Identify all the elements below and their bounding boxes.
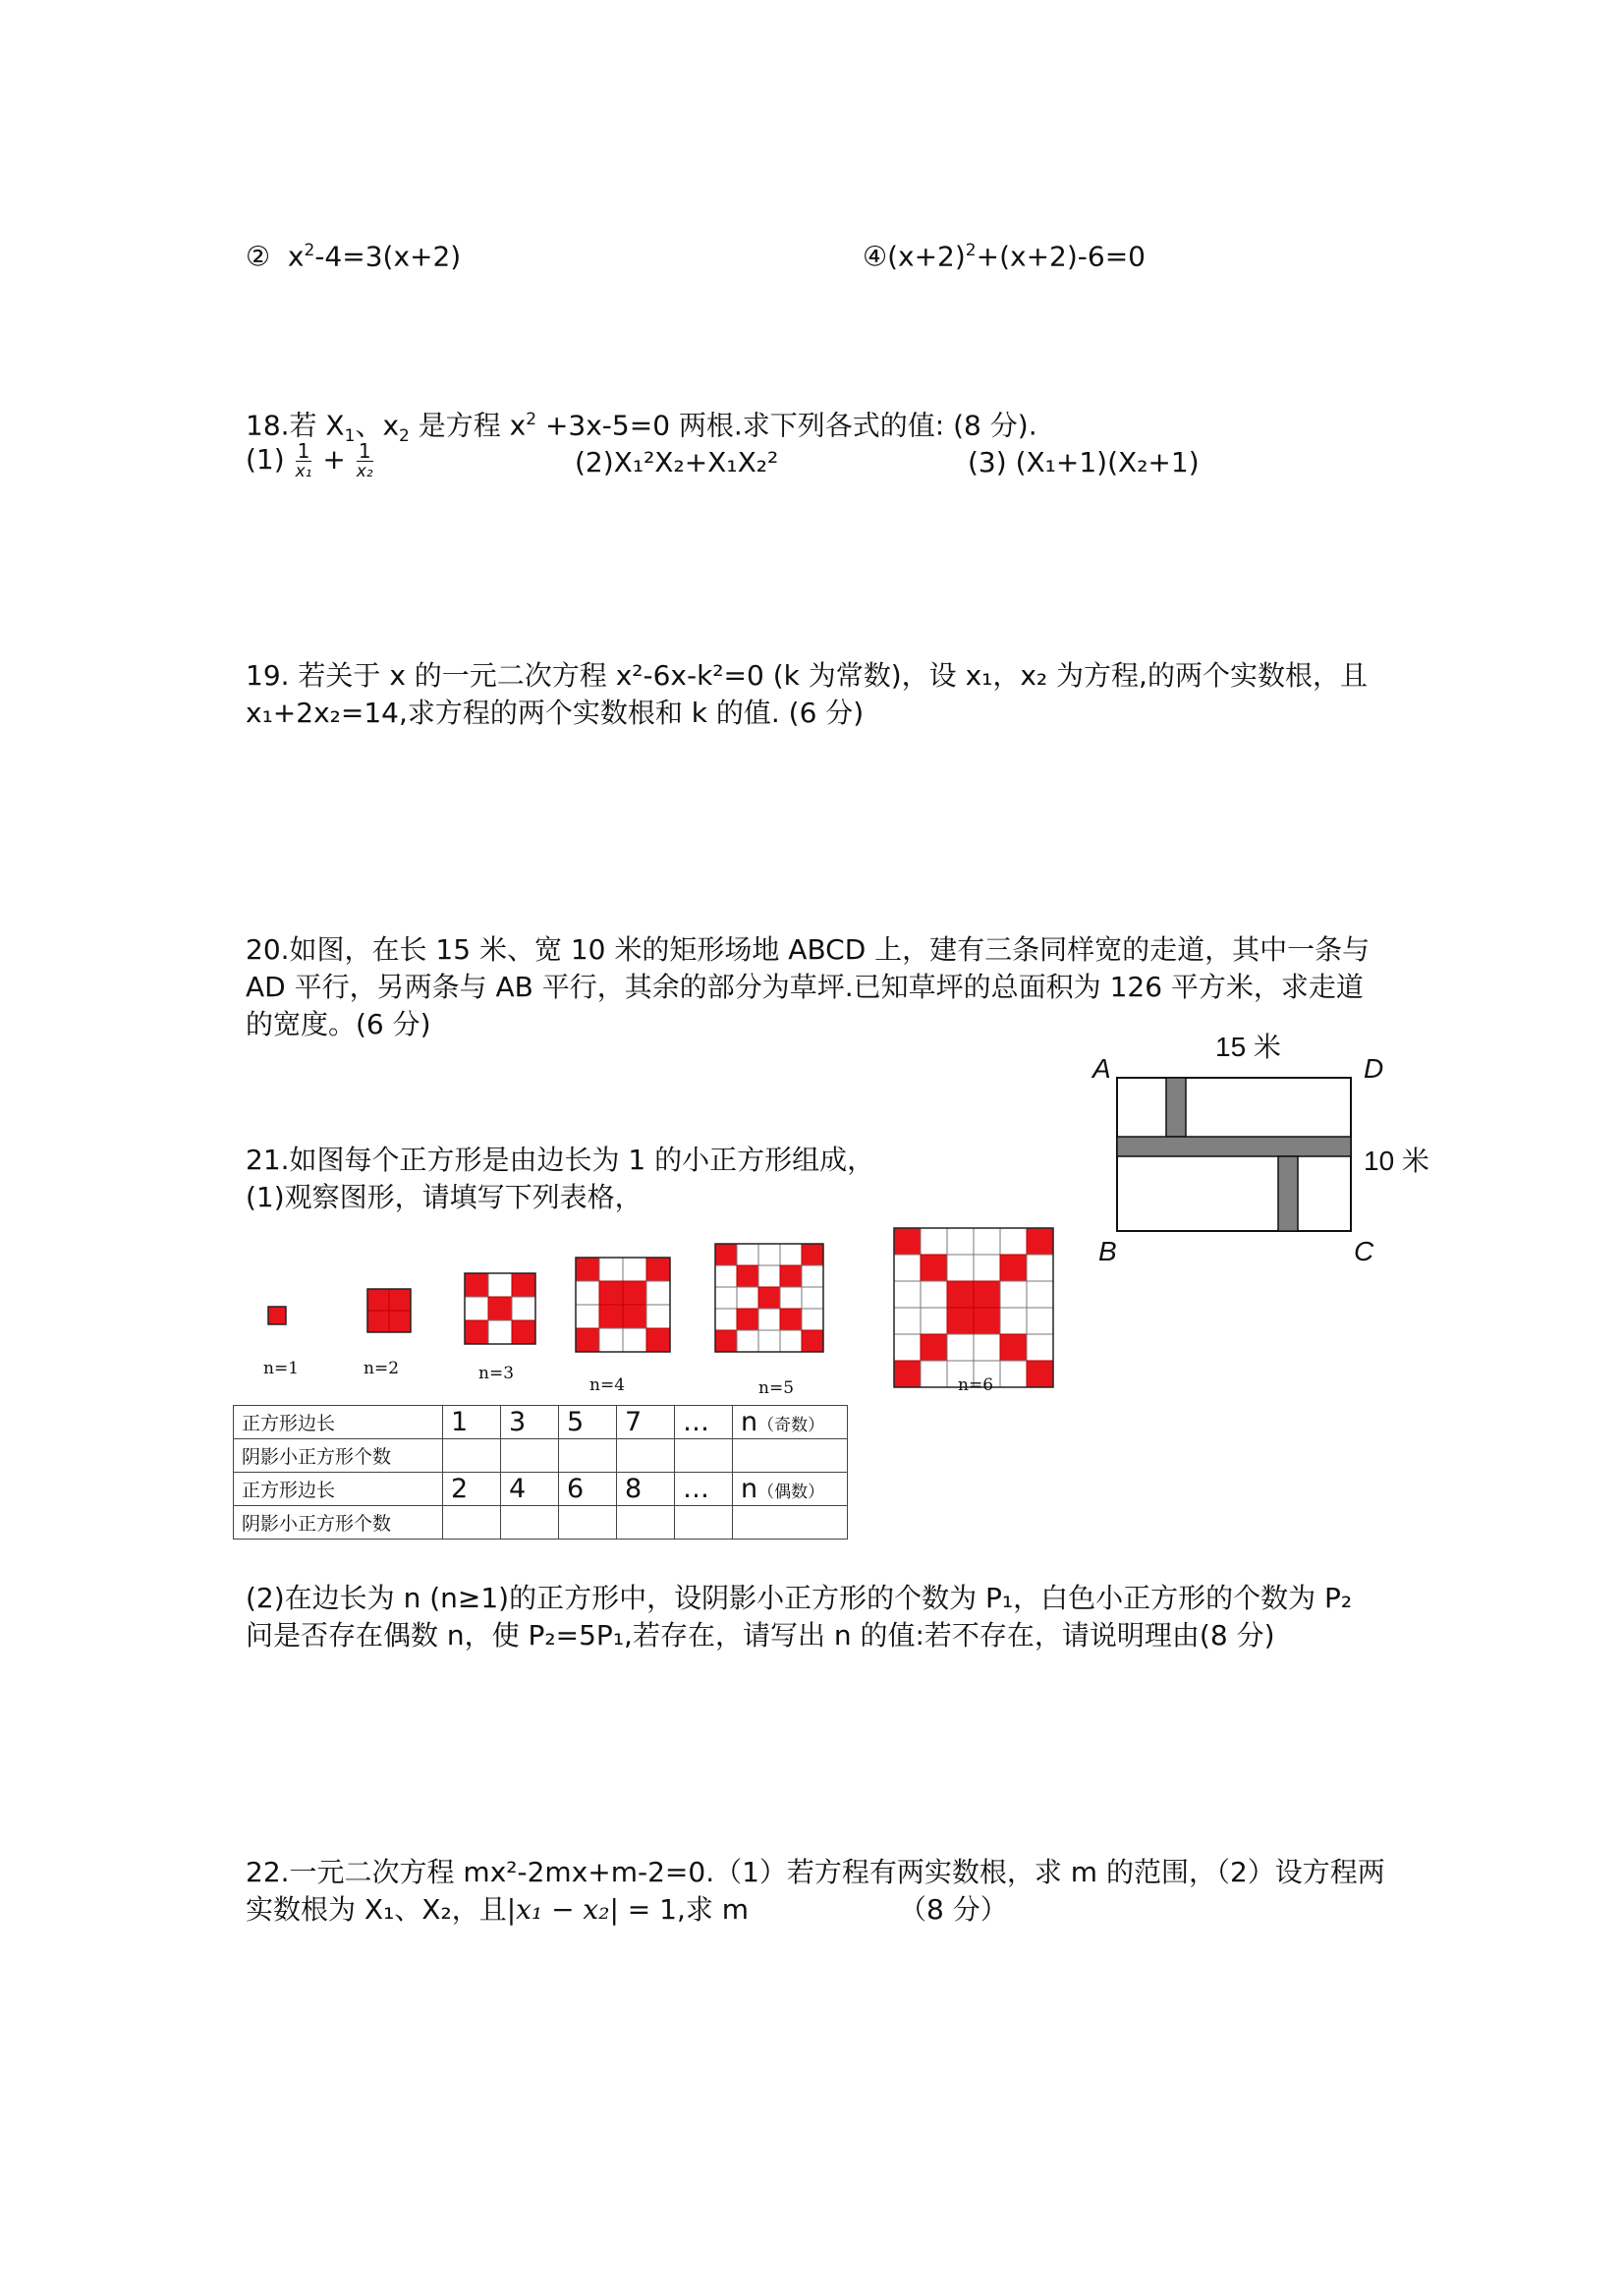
n-label-3: n=3	[478, 1364, 515, 1383]
white-cell	[974, 1334, 1000, 1361]
shaded-cell	[715, 1244, 737, 1265]
white-cell	[758, 1244, 780, 1265]
answer-cell[interactable]	[501, 1506, 559, 1540]
white-cell	[974, 1228, 1000, 1255]
q20-line-3: 的宽度。(6 分)	[246, 1008, 431, 1040]
shaded-cell	[646, 1258, 670, 1281]
white-cell	[1027, 1255, 1053, 1281]
shaded-cell	[576, 1328, 599, 1352]
white-cell	[947, 1334, 974, 1361]
q17-item-3: ② $x^2-4=3(x+2)$	[246, 240, 462, 273]
answer-cell[interactable]	[617, 1506, 675, 1540]
pattern-n-3	[465, 1273, 535, 1344]
white-cell	[737, 1244, 758, 1265]
white-cell	[921, 1308, 947, 1334]
shaded-cell	[623, 1281, 646, 1305]
white-cell	[780, 1244, 802, 1265]
shaded-cell	[947, 1281, 974, 1308]
shaded-cell	[894, 1361, 921, 1387]
cell: …	[675, 1473, 733, 1506]
white-cell	[802, 1265, 823, 1287]
q21-line-2: (1)观察图形，请填写下列表格，	[246, 1181, 643, 1213]
white-cell	[623, 1328, 646, 1352]
cell: 1	[443, 1406, 501, 1439]
white-cell	[715, 1309, 737, 1330]
q18-part-2: (2)X₁²X₂+X₁X₂²	[575, 446, 779, 478]
cell: 3	[501, 1406, 559, 1439]
white-cell	[1027, 1334, 1053, 1361]
row-head-shaded-even: 阴影小正方形个数	[234, 1506, 443, 1540]
shaded-cell	[646, 1328, 670, 1352]
white-cell	[780, 1287, 802, 1309]
white-cell	[737, 1287, 758, 1309]
path-horizontal	[1117, 1137, 1351, 1156]
white-cell	[802, 1287, 823, 1309]
q21-table	[233, 1405, 848, 1540]
fig20-vertex-a: A	[1092, 1053, 1111, 1084]
fig20-length-label: 15 米	[1215, 1032, 1281, 1062]
white-cell	[1000, 1308, 1027, 1334]
cell: 7	[617, 1406, 675, 1439]
shaded-cell	[715, 1330, 737, 1352]
white-cell	[737, 1330, 758, 1352]
path-vertical-top	[1166, 1078, 1186, 1137]
shaded-cell	[389, 1311, 411, 1332]
cell: …	[675, 1406, 733, 1439]
pattern-n-2	[367, 1289, 411, 1332]
shaded-cell	[576, 1258, 599, 1281]
fig20-vertex-c: C	[1354, 1236, 1374, 1266]
shaded-cell	[367, 1311, 389, 1332]
shaded-cell	[367, 1289, 389, 1311]
white-cell	[599, 1328, 623, 1352]
white-cell	[921, 1281, 947, 1308]
answer-cell[interactable]	[675, 1506, 733, 1540]
answer-cell[interactable]	[733, 1506, 848, 1540]
white-cell	[465, 1297, 488, 1320]
n-label-1: n=1	[263, 1359, 300, 1378]
shaded-cell	[1027, 1228, 1053, 1255]
shaded-cell	[737, 1309, 758, 1330]
q22-score: （8 分）	[899, 1893, 1008, 1926]
white-cell	[1027, 1281, 1053, 1308]
cell: 8	[617, 1473, 675, 1506]
q18-part-1: (1) $\frac{1}{\text{x₁}}$ + $\frac{1}{\text{x₂}}$	[246, 438, 373, 481]
path-vertical-bottom	[1278, 1156, 1298, 1231]
answer-cell[interactable]	[443, 1439, 501, 1473]
white-cell	[802, 1309, 823, 1330]
pattern-n-5	[715, 1244, 823, 1352]
pattern-n-4	[576, 1258, 670, 1352]
fig20-vertex-b: B	[1098, 1236, 1117, 1266]
shaded-cell	[758, 1287, 780, 1309]
white-cell	[1000, 1228, 1027, 1255]
white-cell	[1000, 1361, 1027, 1387]
white-cell	[576, 1281, 599, 1305]
white-cell	[894, 1308, 921, 1334]
shaded-cell	[974, 1281, 1000, 1308]
shaded-cell	[737, 1265, 758, 1287]
white-cell	[894, 1334, 921, 1361]
white-cell	[715, 1265, 737, 1287]
shaded-cell	[894, 1228, 921, 1255]
white-cell	[894, 1255, 921, 1281]
square-patterns	[0, 1208, 1081, 1405]
shaded-cell	[974, 1308, 1000, 1334]
white-cell	[1000, 1281, 1027, 1308]
shaded-cell	[389, 1289, 411, 1311]
row-head-side-odd: 正方形边长	[234, 1406, 443, 1439]
answer-cell[interactable]	[559, 1506, 617, 1540]
white-cell	[623, 1258, 646, 1281]
n-label-2: n=2	[364, 1359, 400, 1378]
white-cell	[947, 1255, 974, 1281]
answer-cell[interactable]	[501, 1439, 559, 1473]
shaded-cell	[599, 1281, 623, 1305]
white-cell	[758, 1265, 780, 1287]
white-cell	[646, 1305, 670, 1328]
q21-part2-line-1: (2)在边长为 n (n≥1)的正方形中，设阴影小正方形的个数为 P₁，白色小正方形的个数为 P₂	[246, 1582, 1353, 1614]
white-cell	[646, 1281, 670, 1305]
answer-cell[interactable]	[559, 1439, 617, 1473]
shaded-cell	[512, 1320, 535, 1344]
cell: 4	[501, 1473, 559, 1506]
n-label-6: n=6	[958, 1375, 994, 1395]
answer-cell[interactable]	[443, 1506, 501, 1540]
white-cell	[512, 1297, 535, 1320]
n-label-4: n=4	[589, 1375, 626, 1395]
q21-line-1: 21.如图每个正方形是由边长为 1 的小正方形组成，	[246, 1144, 875, 1176]
answer-cell[interactable]	[733, 1439, 848, 1473]
table-row	[234, 1506, 848, 1540]
shaded-cell	[1000, 1334, 1027, 1361]
white-cell	[599, 1258, 623, 1281]
q19-line-1: 19. 若关于 x 的一元二次方程 x²-6x-k²=0 (k 为常数)，设 x₁，x₂ 为方程,的两个实数根，且	[246, 659, 1368, 692]
row-head-side-even: 正方形边长	[234, 1473, 443, 1506]
rectangle-field-diagram	[1115, 1076, 1361, 1243]
shaded-cell	[623, 1305, 646, 1328]
shaded-cell	[599, 1305, 623, 1328]
pattern-n-1	[268, 1307, 286, 1324]
q20-line-1: 20.如图，在长 15 米、宽 10 米的矩形场地 ABCD 上，建有三条同样宽的走道，其中一条与	[246, 933, 1371, 966]
q20-line-2: AD 平行，另两条与 AB 平行，其余的部分为草坪.已知草坪的总面积为 126 平方米，求走道	[246, 971, 1364, 1003]
shaded-cell	[1027, 1361, 1053, 1387]
white-cell	[758, 1330, 780, 1352]
q19-line-2: x₁+2x₂=14,求方程的两个实数根和 k 的值. (6 分)	[246, 697, 865, 729]
shaded-cell	[921, 1334, 947, 1361]
shaded-cell	[465, 1320, 488, 1344]
fraction-1: $\frac{1}{\text{x₁}}$	[295, 438, 312, 481]
shaded-cell	[488, 1297, 512, 1320]
n-label-5: n=5	[758, 1378, 795, 1398]
shaded-cell	[1000, 1255, 1027, 1281]
shaded-cell	[268, 1307, 286, 1324]
table-row	[234, 1473, 848, 1506]
white-cell	[947, 1228, 974, 1255]
cell: 2	[443, 1473, 501, 1506]
cell-n-odd: n（奇数）	[733, 1406, 848, 1439]
white-cell	[921, 1228, 947, 1255]
q22-line-2: 实数根为 X₁、X₂，且|x₁ − x₂| = 1,求 m	[246, 1893, 750, 1926]
shaded-cell	[802, 1330, 823, 1352]
answer-cell[interactable]	[675, 1439, 733, 1473]
q18-stem: 18.若 $X_1$、$x_2$ 是方程 $x^2 +3x-5=0$ 两根.求下列各式的值: (8 分).	[246, 409, 1037, 446]
shaded-cell	[780, 1265, 802, 1287]
answer-cell[interactable]	[617, 1439, 675, 1473]
table-row	[234, 1406, 848, 1439]
row-head-shaded-odd: 阴影小正方形个数	[234, 1439, 443, 1473]
fraction-2: $\frac{1}{\text{x₂}}$	[356, 438, 373, 481]
white-cell	[974, 1255, 1000, 1281]
white-cell	[488, 1273, 512, 1297]
white-cell	[1027, 1308, 1053, 1334]
table-row	[234, 1439, 848, 1473]
fig20-vertex-d: D	[1364, 1053, 1384, 1084]
shaded-cell	[802, 1244, 823, 1265]
white-cell	[488, 1320, 512, 1344]
cell-n-even: n（偶数）	[733, 1473, 848, 1506]
white-cell	[715, 1287, 737, 1309]
fig20-width-label: 10 米	[1364, 1146, 1429, 1176]
white-cell	[780, 1330, 802, 1352]
q22-line-1: 22.一元二次方程 mx²-2mx+m-2=0.（1）若方程有两实数根，求 m 的范围，（2）设方程两	[246, 1856, 1385, 1888]
shaded-cell	[780, 1309, 802, 1330]
shaded-cell	[512, 1273, 535, 1297]
white-cell	[894, 1281, 921, 1308]
white-cell	[576, 1305, 599, 1328]
cell: 6	[559, 1473, 617, 1506]
q21-part2-line-2: 问是否存在偶数 n，使 P₂=5P₁,若存在，请写出 n 的值:若不存在，请说明理由(8 分)	[246, 1619, 1275, 1652]
q17-item-4: $④(x+2)^2+(x+2)-6=0$	[863, 240, 1146, 273]
shaded-cell	[465, 1273, 488, 1297]
white-cell	[921, 1361, 947, 1387]
shaded-cell	[921, 1255, 947, 1281]
white-cell	[758, 1309, 780, 1330]
q18-part-3: (3) (X₁+1)(X₂+1)	[968, 446, 1200, 478]
pattern-n-6	[894, 1228, 1053, 1387]
cell: 5	[559, 1406, 617, 1439]
shaded-cell	[947, 1308, 974, 1334]
